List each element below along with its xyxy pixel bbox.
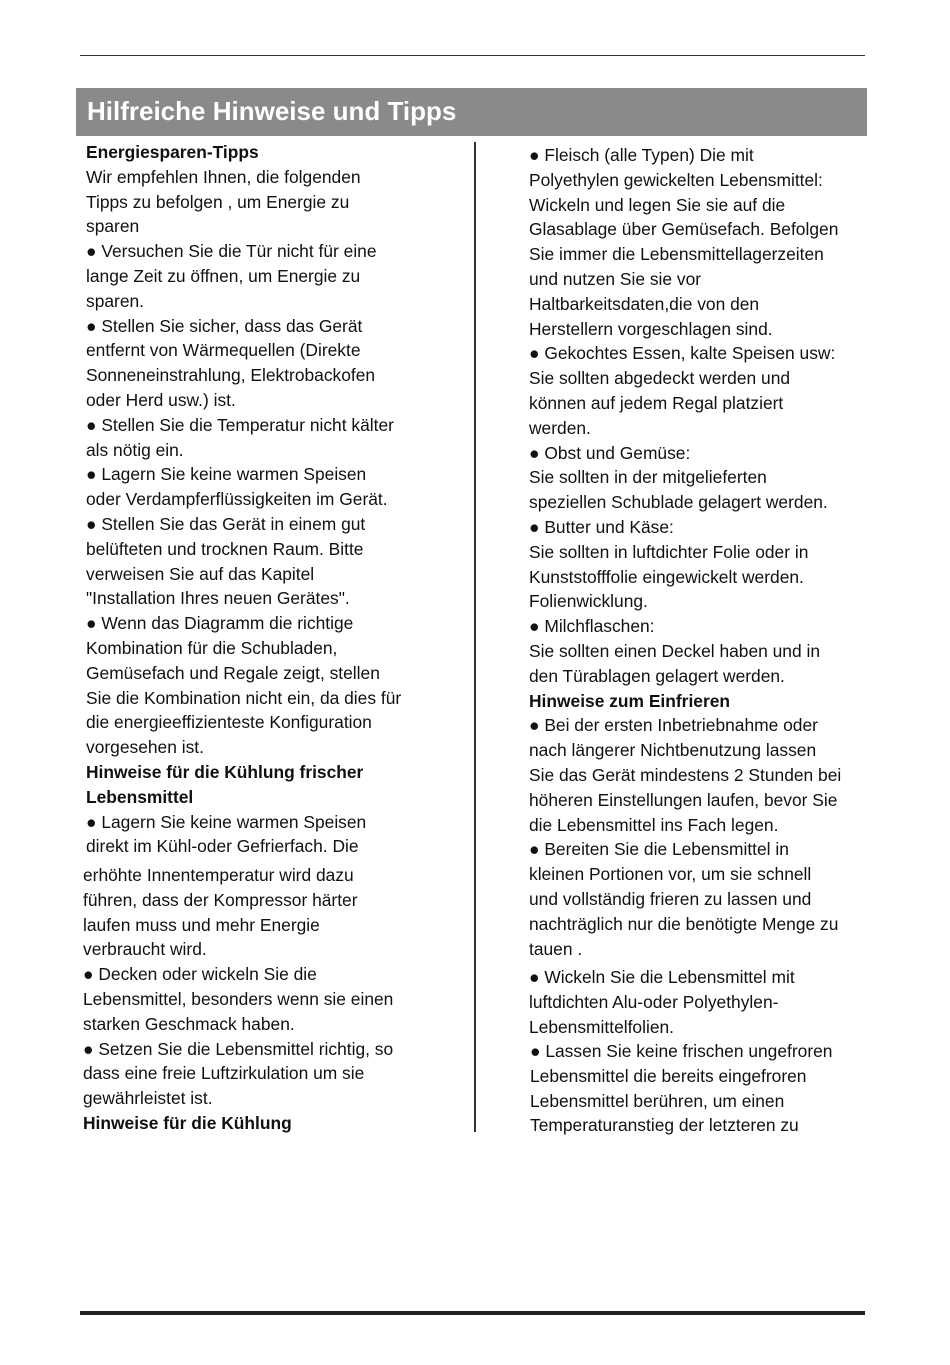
text-line: Sie das Gerät mindestens 2 Stunden bei [529, 764, 842, 785]
section-heading-line: Hinweise für die Kühlung frischer [86, 761, 364, 782]
text-line: höheren Einstellungen laufen, bevor Sie [529, 789, 838, 810]
text-line: Lebensmittel berühren, um einen [530, 1090, 785, 1111]
text-line: Wir empfehlen Ihnen, die folgenden [86, 166, 361, 187]
section-heading-line: Hinweise für die Kühlung [83, 1112, 292, 1133]
text-line: nachträglich nur die benötigte Menge zu [529, 913, 839, 934]
text-line: erhöhte Innentemperatur wird dazu [83, 865, 354, 885]
text-line: Folienwicklung. [529, 591, 648, 612]
text-line: dass eine freie Luftzirkulation um sie [83, 1063, 365, 1084]
text-line: Kombination für die Schubladen, [86, 637, 338, 658]
text-line: ● Bei der ersten Inbetriebnahme oder [529, 715, 818, 736]
text-line: vorgesehen ist. [86, 737, 204, 758]
text-line: Lebensmittel, besonders wenn sie einen [83, 988, 394, 1009]
top-rule [80, 55, 865, 56]
text-line: ● Lagern Sie keine warmen Speisen [86, 811, 367, 832]
text-line: ● Bereiten Sie die Lebensmittel in [529, 839, 789, 860]
text-line: den Türablagen gelagert werden. [529, 665, 785, 686]
text-line: Sie sollten einen Deckel haben und in [529, 640, 821, 661]
text-line: verweisen Sie auf das Kapitel [86, 563, 315, 584]
text-line: Herstellern vorgeschlagen sind. [529, 318, 773, 339]
text-line: ● Stellen Sie sicher, dass das Gerät [86, 315, 363, 336]
text-line: ● Butter und Käse: [529, 516, 674, 537]
text-line: Sie immer die Lebensmittellagerzeiten [529, 244, 824, 265]
text-line: Haltbarkeitsdaten,die von den [529, 293, 760, 314]
text-line: ● Stellen Sie das Gerät in einem gut [86, 513, 366, 534]
text-line: kleinen Portionen vor, um sie schnell [529, 864, 812, 885]
text-line: laufen muss und mehr Energie [83, 914, 320, 935]
text-line: tauen . [529, 938, 583, 959]
text-line: ● Stellen Sie die Temperatur nicht kälter [86, 414, 394, 435]
text-line: sparen. [86, 290, 145, 311]
section-heading-line: Hinweise zum Einfrieren [529, 690, 731, 711]
section-title-bar [76, 88, 867, 136]
text-line: ● Decken oder wickeln Sie die [83, 964, 317, 985]
text-line: ● Versuchen Sie die Tür nicht für eine [86, 241, 377, 262]
text-line: ● Milchflaschen: [529, 616, 655, 637]
text-line: belüfteten und trocknen Raum. Bitte [86, 538, 364, 559]
text-line: ● Obst und Gemüse: [529, 442, 691, 463]
text-line: ● Setzen Sie die Lebensmittel richtig, so [83, 1038, 394, 1059]
text-line: sparen [86, 216, 140, 237]
left-column-part2 [83, 863, 393, 1136]
text-line: nach längerer Nichtbenutzung lassen [529, 740, 817, 761]
text-line: oder Herd usw.) ist. [86, 389, 236, 410]
text-line: die energieeffizienteste Konfiguration [86, 712, 372, 733]
text-line: "Installation Ihres neuen Gerätes". [86, 588, 350, 609]
text-line: Glasablage über Gemüsefach. Befolgen [529, 219, 839, 240]
text-line: die Lebensmittel ins Fach legen. [529, 814, 779, 835]
text-line: luftdichten Alu-oder Polyethylen- [529, 991, 779, 1012]
text-line: ● Gekochtes Essen, kalte Speisen usw: [529, 343, 836, 364]
text-line: entfernt von Wärmequellen (Direkte [86, 340, 361, 361]
text-line: Sonneneinstrahlung, Elektrobackofen [86, 365, 376, 386]
bottom-rule [80, 1311, 865, 1315]
left-column-part1 [86, 140, 401, 859]
text-line: verbraucht wird. [83, 939, 207, 960]
text-line: Sie sollten in der mitgelieferten [529, 467, 767, 488]
page-title: Hilfreiche Hinweise und Tipps [87, 96, 457, 126]
text-line: ● Wickeln Sie die Lebensmittel mit [529, 967, 795, 987]
text-line: lange Zeit zu öffnen, um Energie zu [86, 265, 361, 286]
text-line: Tipps zu befolgen , um Energie zu [86, 191, 350, 212]
column-divider [474, 142, 476, 1132]
text-line: Polyethylen gewickelten Lebensmittel: [529, 169, 823, 190]
text-line: führen, dass der Kompressor härter [83, 889, 358, 910]
text-line: Sie die Kombination nicht ein, da dies für [86, 687, 402, 708]
right-column-part3 [530, 1039, 832, 1138]
right-column-part2 [529, 965, 795, 1039]
text-line: Wickeln und legen Sie sie auf die [529, 194, 786, 215]
text-line: Lebensmittel die bereits eingefroren [530, 1065, 807, 1086]
text-line: ● Lagern Sie keine warmen Speisen [86, 464, 367, 485]
text-line: werden. [529, 417, 591, 438]
section-heading-line: Energiesparen-Tipps [86, 142, 259, 162]
section-heading-line: Lebensmittel [86, 786, 194, 807]
text-line: Temperaturanstieg der letzteren zu [530, 1115, 799, 1136]
text-line: gewährleistet ist. [83, 1088, 213, 1109]
text-line: ● Wenn das Diagramm die richtige [86, 613, 354, 634]
text-line: direkt im Kühl-oder Gefrierfach. Die [86, 836, 359, 857]
right-column-part1 [529, 143, 841, 961]
text-line: als nötig ein. [86, 439, 184, 460]
text-line: Gemüsefach und Regale zeigt, stellen [86, 662, 380, 683]
text-line: können auf jedem Regal platziert [529, 392, 784, 413]
text-line: Kunststofffolie eingewickelt werden. [529, 566, 804, 587]
text-line: ● Lassen Sie keine frischen ungefroren [530, 1041, 833, 1061]
text-line: und vollständig frieren zu lassen und [529, 888, 812, 909]
text-line: Sie sollten abgedeckt werden und [529, 368, 791, 389]
text-line: Sie sollten in luftdichter Folie oder in [529, 541, 809, 562]
text-line: starken Geschmack haben. [83, 1013, 295, 1034]
text-line: ● Fleisch (alle Typen) Die mit [529, 145, 754, 165]
text-line: speziellen Schublade gelagert werden. [529, 492, 828, 513]
text-line: und nutzen Sie sie vor [529, 268, 702, 289]
text-line: Lebensmittelfolien. [529, 1016, 675, 1037]
text-line: oder Verdampferflüssigkeiten im Gerät. [86, 489, 388, 510]
